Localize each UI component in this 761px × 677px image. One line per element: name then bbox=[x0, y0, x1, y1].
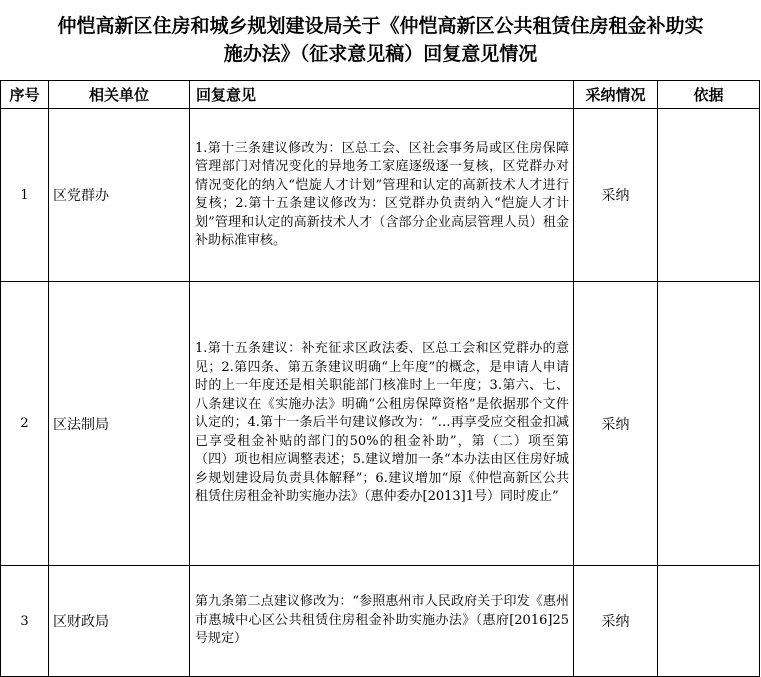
title-line-1: 仲恺高新区住房和城乡规划建设局关于《仲恺高新区公共租赁住房租金补助实 bbox=[57, 15, 704, 37]
document-title bbox=[0, 0, 761, 80]
title-line-2: 施办法》（征求意见稿）回复意见情况 bbox=[223, 43, 538, 65]
row-basis bbox=[658, 109, 760, 282]
row-opinion: 1.第十五条建议：补充征求区政法委、区总工会和区党群办的意见；2.第四条、第五条建议明确“上年度”的概念，是申请人申请时的上一年度还是相关职能部门核准时上一年度；3.第六、七、八条建议在《实施办法》明确“公租房保障资格”是依据那个文件认定的；4.第十一条后半句建议修改为：“…再享受应交租金扣减已享受租金补贴的部门的50%的租金补助”，第（二）项至第（四）项也相应调整表述；5.建议增加一条“本办法由区住房好城乡规划建设局负责具体解释”；6.建议增加“原《仲恺高新区公共租赁住房租金补助实施办法》（惠仲委办[2013]1号）同时废止” bbox=[190, 282, 574, 566]
row-opinion: 第九条第二点建议修改为：“参照惠州市人民政府关于印发《惠州市惠城中心区公共租赁住房租金补助实施办法》（惠府[2016]25号规定） bbox=[190, 566, 574, 677]
header-basis: 依据 bbox=[658, 81, 760, 109]
row-adoption: 采纳 bbox=[574, 566, 658, 677]
row-adoption: 采纳 bbox=[574, 109, 658, 282]
table-header-row bbox=[1, 81, 760, 109]
header-adoption: 采纳情况 bbox=[574, 81, 658, 109]
table-row bbox=[1, 282, 760, 566]
table-row bbox=[1, 109, 760, 282]
row-basis bbox=[658, 566, 760, 677]
row-seq: 1 bbox=[1, 109, 49, 282]
header-opinion: 回复意见 bbox=[190, 81, 574, 109]
header-seq: 序号 bbox=[1, 81, 49, 109]
row-unit: 区党群办 bbox=[49, 109, 190, 282]
header-unit: 相关单位 bbox=[49, 81, 190, 109]
row-opinion: 1.第十三条建议修改为：区总工会、区社会事务局或区住房保障管理部门对情况变化的异地务工家庭逐级逐一复核，区党群办对情况变化的纳入“恺旋人才计划”管理和认定的高新技术人才进行复核；2.第十五条建议修改为：区党群办负责纳入“恺旋人才计划”管理和认定的高新技术人才（含部分企业高层管理人员）租金补助标准审核。 bbox=[190, 109, 574, 282]
row-seq: 2 bbox=[1, 282, 49, 566]
table-row bbox=[1, 566, 760, 677]
row-seq: 3 bbox=[1, 566, 49, 677]
row-adoption: 采纳 bbox=[574, 282, 658, 566]
opinions-table bbox=[0, 80, 760, 677]
row-unit: 区财政局 bbox=[49, 566, 190, 677]
row-unit: 区法制局 bbox=[49, 282, 190, 566]
row-basis bbox=[658, 282, 760, 566]
